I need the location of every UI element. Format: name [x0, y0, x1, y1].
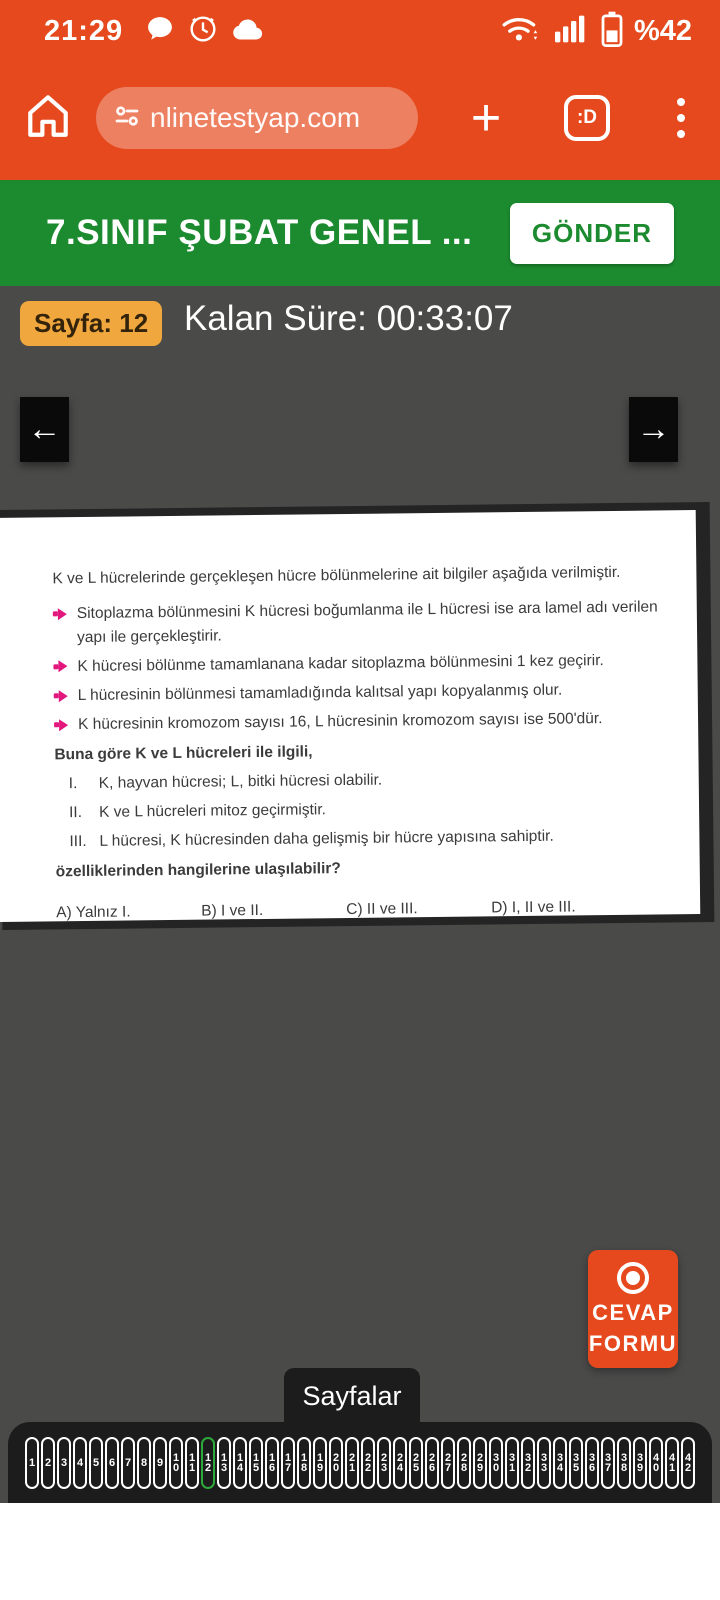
pages-panel	[8, 1422, 712, 1503]
browser-menu-button[interactable]	[666, 98, 696, 138]
page-pill-6[interactable]: 6	[105, 1437, 119, 1489]
statement-text: K, hayvan hücresi; L, bitki hücresi olabilir.	[98, 771, 383, 792]
page-pill-2[interactable]: 2	[41, 1437, 55, 1489]
page-pill-33[interactable]: 3 3	[537, 1437, 551, 1489]
answer-form-button[interactable]	[588, 1250, 678, 1368]
question-prompt: özelliklerinden hangilerine ulaşılabilir?	[55, 859, 341, 880]
page-pill-40[interactable]: 4 0	[649, 1437, 663, 1489]
question-card	[0, 510, 700, 922]
tab-count-badge: :D	[576, 107, 598, 128]
cloud-icon	[231, 16, 265, 47]
arrow-right-icon: →	[636, 410, 671, 448]
page-pill-3[interactable]: 3	[57, 1437, 71, 1489]
answer-option: D) I, II ve III.	[491, 898, 576, 917]
exam-title: 7.SINIF ŞUBAT GENEL ...	[46, 213, 473, 252]
status-time: 21:29	[44, 14, 124, 47]
page-pill-23[interactable]: 2 3	[377, 1437, 391, 1489]
statement-numeral: III.	[69, 833, 87, 851]
page-pill-18[interactable]: 1 8	[297, 1437, 311, 1489]
page-pill-14[interactable]: 1 4	[233, 1437, 247, 1489]
answer-form-label-1: CEVAP	[592, 1300, 674, 1325]
bullet-text: L hücresinin bölünmesi tamamladığında kalıtsal yapı kopyalanmış olur.	[77, 681, 563, 705]
wifi-icon	[500, 13, 542, 50]
page-pill-39[interactable]: 3 9	[633, 1437, 647, 1489]
bullet-list	[53, 596, 664, 737]
battery-icon	[600, 11, 624, 52]
home-icon	[23, 91, 73, 146]
alarm-clock-icon	[187, 13, 219, 50]
previous-page-button[interactable]	[20, 397, 69, 462]
page-pill-35[interactable]: 3 5	[569, 1437, 583, 1489]
statement-numeral: I.	[68, 774, 78, 792]
page-pill-4[interactable]: 4	[73, 1437, 87, 1489]
bullet-arrow-icon	[53, 602, 77, 625]
android-nav-bar	[0, 1503, 720, 1600]
page-pill-16[interactable]: 1 6	[265, 1437, 279, 1489]
roman-list	[55, 765, 666, 854]
question-bullet	[53, 596, 663, 649]
answer-option: A) Yalnız I.	[56, 903, 131, 922]
page-pill-27[interactable]: 2 7	[441, 1437, 455, 1489]
page-pill-12[interactable]: 1 2	[201, 1437, 215, 1489]
page-pill-30[interactable]: 3 0	[489, 1437, 503, 1489]
status-bar	[0, 0, 720, 62]
page-pill-9[interactable]: 9	[153, 1437, 167, 1489]
page-pill-22[interactable]: 2 2	[361, 1437, 375, 1489]
page-pill-24[interactable]: 2 4	[393, 1437, 407, 1489]
bullet-arrow-icon	[54, 713, 78, 736]
page-pill-19[interactable]: 1 9	[313, 1437, 327, 1489]
home-button[interactable]	[22, 92, 74, 144]
statement-item	[55, 765, 665, 795]
page-pill-7[interactable]: 7	[121, 1437, 135, 1489]
browser-toolbar	[0, 62, 720, 174]
page-pills-row	[25, 1437, 695, 1489]
answer-option: C) II ve III.	[346, 899, 418, 918]
page-pill-36[interactable]: 3 6	[585, 1437, 599, 1489]
question-bullet	[54, 707, 664, 737]
new-tab-button[interactable]: +	[470, 89, 502, 147]
question-bullet	[54, 677, 664, 707]
page-pill-34[interactable]: 3 4	[553, 1437, 567, 1489]
page-pill-17[interactable]: 1 7	[281, 1437, 295, 1489]
statement-item	[55, 824, 665, 854]
page-pill-28[interactable]: 2 8	[457, 1437, 471, 1489]
statement-text: K ve L hücreleri mitoz geçirmiştir.	[98, 801, 326, 821]
url-bar[interactable]	[96, 87, 418, 149]
next-page-button[interactable]	[629, 397, 678, 462]
statement-text: L hücresi, K hücresinden daha gelişmiş bir hücre yapısına sahiptir.	[99, 827, 554, 851]
signal-bars-icon	[552, 13, 590, 50]
page-pill-20[interactable]: 2 0	[329, 1437, 343, 1489]
bullet-arrow-icon	[53, 655, 77, 678]
statement-numeral: II.	[68, 804, 83, 822]
page-pill-31[interactable]: 3 1	[505, 1437, 519, 1489]
site-settings-icon	[112, 101, 142, 136]
exam-header	[0, 180, 720, 286]
page-pill-10[interactable]: 1 0	[169, 1437, 183, 1489]
bullet-text: K hücresi bölünme tamamlanana kadar sitoplazma bölünmesini 1 kez geçirir.	[77, 651, 604, 675]
page-pill-15[interactable]: 1 5	[249, 1437, 263, 1489]
bullet-text: Sitoplazma bölünmesini K hücresi boğumlanma ile L hücresi ise ara lamel adı verilen yapı ile gerçekleştirir.	[76, 598, 658, 646]
chat-bubble-icon	[145, 14, 175, 49]
page-pill-13[interactable]: 1 3	[217, 1437, 231, 1489]
radio-target-icon	[617, 1262, 649, 1294]
page-pill-11[interactable]: 1 1	[185, 1437, 199, 1489]
page-pill-29[interactable]: 2 9	[473, 1437, 487, 1489]
battery-percent: %42	[633, 14, 692, 47]
page-pill-38[interactable]: 3 8	[617, 1437, 631, 1489]
remaining-time-label: Kalan Süre: 00:33:07	[184, 299, 513, 338]
arrow-left-icon: ←	[27, 410, 62, 448]
browser-chrome	[0, 0, 720, 180]
page-pill-42[interactable]: 4 2	[681, 1437, 695, 1489]
answer-option: B) I ve II.	[201, 901, 264, 920]
url-text: nlinetestyap.com	[150, 102, 361, 133]
page-pill-32[interactable]: 3 2	[521, 1437, 535, 1489]
page-pill-37[interactable]: 3 7	[601, 1437, 615, 1489]
question-bullet	[53, 648, 663, 678]
bullet-arrow-icon	[54, 684, 78, 707]
bullet-text: K hücresinin kromozom sayısı 16, L hücresinin kromozom sayısı ise 500'dür.	[77, 710, 603, 734]
page-pill-5[interactable]: 5	[89, 1437, 103, 1489]
question-intro: K ve L hücrelerinde gerçekleşen hücre bölünmelerine ait bilgiler aşağıda verilmiştir.	[52, 563, 621, 588]
page-pill-21[interactable]: 2 1	[345, 1437, 359, 1489]
page-pill-1[interactable]: 1	[25, 1437, 39, 1489]
statement-item	[55, 794, 665, 824]
pages-panel-title: Sayfalar	[284, 1368, 420, 1424]
tab-switcher-button[interactable]	[564, 95, 610, 141]
page-pill-25[interactable]: 2 5	[409, 1437, 423, 1489]
page-pill-26[interactable]: 2 6	[425, 1437, 439, 1489]
page-pill-8[interactable]: 8	[137, 1437, 151, 1489]
page-pill-41[interactable]: 4 1	[665, 1437, 679, 1489]
submit-button[interactable]: GÖNDER	[510, 203, 674, 264]
question-stem: Buna göre K ve L hücreleri ile ilgili,	[54, 742, 313, 763]
page-number-badge: Sayfa: 12	[20, 301, 162, 346]
answer-form-label-2: FORMU	[588, 1331, 678, 1356]
